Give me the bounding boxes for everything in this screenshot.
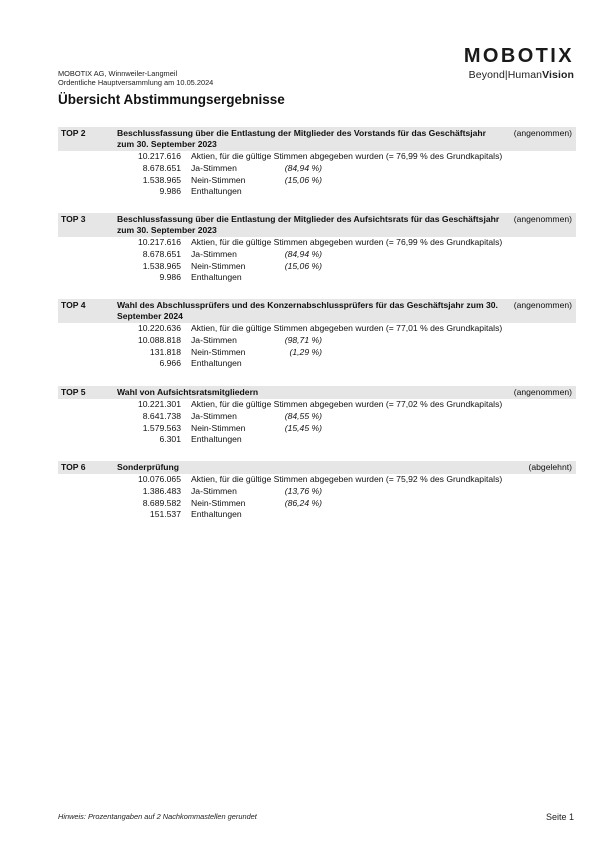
valid-votes-row: [58, 323, 576, 335]
vote-results: [58, 474, 576, 521]
valid-votes-count: 10.217.616: [137, 151, 181, 161]
valid-votes-text: Aktien, für die gültige Stimmen abgegeben wurden (= 75,92 % des Grundkapitals): [191, 474, 503, 484]
logo-tagline: [464, 69, 574, 82]
agenda-item-top-5: [58, 386, 576, 446]
abstain-row: [58, 509, 576, 521]
agenda-item-result: (angenommen): [513, 128, 572, 138]
agenda-item-top-6: [58, 461, 576, 521]
company-name: MOBOTIX AG, Winnweiler-Langmeil: [58, 69, 178, 78]
valid-votes-text: Aktien, für die gültige Stimmen abgegeben wurden (= 77,01 % des Grundkapitals): [191, 323, 503, 333]
logo-tag-vision: Vision: [542, 69, 574, 81]
agenda-item-top-3: [58, 213, 576, 284]
abstain-count: 9.986: [159, 272, 181, 283]
yes-votes-row: [58, 486, 576, 498]
yes-votes-label: Ja-Stimmen: [191, 334, 237, 345]
yes-votes-percent: (84,94 %): [284, 248, 322, 259]
valid-votes-count: 10.221.301: [137, 399, 181, 409]
no-votes-count: 8.689.582: [142, 497, 181, 508]
yes-votes-row: [58, 163, 576, 175]
yes-votes-row: [58, 411, 576, 423]
logo-tag-human: Human: [507, 69, 543, 81]
yes-votes-label: Ja-Stimmen: [191, 410, 237, 421]
no-votes-count: 1.538.965: [142, 260, 181, 271]
agenda-item-number: TOP 6: [61, 462, 86, 472]
agenda-item-header: [58, 299, 576, 323]
agenda-item-header: [58, 127, 576, 151]
vote-results: [58, 151, 576, 198]
abstain-count: 9.986: [159, 186, 181, 197]
page-title: Übersicht Abstimmungsergebnisse: [58, 92, 285, 107]
agenda-item-header: [58, 461, 576, 474]
abstain-row: [58, 272, 576, 284]
valid-votes-row: [58, 399, 576, 411]
company-info: [58, 69, 213, 87]
vote-results: [58, 323, 576, 370]
no-votes-label: Nein-Stimmen: [191, 422, 246, 433]
no-votes-label: Nein-Stimmen: [191, 346, 246, 357]
valid-votes-text: Aktien, für die gültige Stimmen abgegeben wurden (= 76,99 % des Grundkapitals): [191, 151, 503, 161]
valid-votes-count: 10.217.616: [137, 237, 181, 247]
yes-votes-row: [58, 335, 576, 347]
agenda-item-number: TOP 3: [61, 214, 86, 224]
agenda-item-header: [58, 213, 576, 237]
no-votes-label: Nein-Stimmen: [191, 260, 246, 271]
agenda-item-number: TOP 5: [61, 387, 86, 397]
no-votes-percent: (1,29 %): [289, 346, 322, 357]
rounding-footnote: Hinweis: Prozentangaben auf 2 Nachkommastellen gerundet: [58, 812, 257, 821]
yes-votes-percent: (84,55 %): [284, 410, 322, 421]
agenda-item-title: Beschlussfassung über die Entlastung der Mitglieder des Aufsichtsrats für das Geschäftsjahr zum 30. September 2023: [117, 214, 500, 235]
agenda-item-title: Beschlussfassung über die Entlastung der Mitglieder des Vorstands für das Geschäftsjahr zum 30. September 2023: [117, 128, 486, 149]
abstain-count: 151.537: [149, 509, 181, 520]
no-votes-percent: (15,45 %): [284, 422, 322, 433]
yes-votes-count: 8.678.651: [142, 162, 181, 173]
no-votes-row: [58, 175, 576, 187]
yes-votes-row: [58, 249, 576, 261]
yes-votes-label: Ja-Stimmen: [191, 248, 237, 259]
agenda-item-top-4: [58, 299, 576, 370]
agenda-item-result: (angenommen): [513, 214, 572, 224]
agenda-item-number: TOP 2: [61, 128, 86, 138]
abstain-label: Enthaltungen: [191, 434, 242, 445]
vote-results: [58, 237, 576, 284]
yes-votes-label: Ja-Stimmen: [191, 162, 237, 173]
logo-tag-beyond: Beyond: [468, 69, 505, 81]
abstain-label: Enthaltungen: [191, 358, 242, 369]
agenda-item-result: (angenommen): [513, 387, 572, 397]
agenda-item-result: (abgelehnt): [528, 462, 572, 472]
no-votes-row: [58, 347, 576, 359]
no-votes-count: 1.538.965: [142, 174, 181, 185]
abstain-count: 6.966: [159, 358, 181, 369]
agenda-item-title: Sonderprüfung: [117, 462, 180, 472]
logo-wordmark: MOBOTIX: [463, 45, 574, 67]
yes-votes-count: 10.088.818: [137, 334, 181, 345]
yes-votes-percent: (13,76 %): [284, 485, 322, 496]
valid-votes-row: [58, 474, 576, 486]
yes-votes-count: 1.386.483: [142, 485, 181, 496]
abstain-row: [58, 358, 576, 370]
abstain-row: [58, 434, 576, 446]
no-votes-row: [58, 423, 576, 435]
no-votes-percent: (86,24 %): [284, 497, 322, 508]
logo-tag-separator: |: [504, 69, 508, 81]
agenda-item-number: TOP 4: [61, 300, 86, 310]
valid-votes-count: 10.076.065: [137, 474, 181, 484]
no-votes-row: [58, 261, 576, 273]
no-votes-percent: (15,06 %): [284, 260, 322, 271]
agenda-item-title: Wahl des Abschlussprüfers und des Konzernabschlussprüfers für das Geschäftsjahr zum 30. September 2024: [117, 300, 498, 321]
no-votes-label: Nein-Stimmen: [191, 497, 246, 508]
valid-votes-row: [58, 151, 576, 163]
abstain-row: [58, 186, 576, 198]
yes-votes-count: 8.641.738: [142, 410, 181, 421]
no-votes-row: [58, 498, 576, 510]
agenda-item-title: Wahl von Aufsichtsratsmitgliedern: [117, 387, 259, 397]
abstain-label: Enthaltungen: [191, 272, 242, 283]
valid-votes-row: [58, 237, 576, 249]
vote-results: [58, 399, 576, 446]
yes-votes-percent: (84,94 %): [284, 162, 322, 173]
no-votes-percent: (15,06 %): [284, 174, 322, 185]
valid-votes-text: Aktien, für die gültige Stimmen abgegeben wurden (= 77,02 % des Grundkapitals): [191, 399, 503, 409]
abstain-label: Enthaltungen: [191, 186, 242, 197]
company-logo: [464, 46, 574, 82]
no-votes-count: 1.579.563: [142, 422, 181, 433]
page-number: Seite 1: [545, 812, 574, 822]
abstain-count: 6.301: [159, 434, 181, 445]
no-votes-count: 131.818: [149, 346, 181, 357]
yes-votes-label: Ja-Stimmen: [191, 485, 237, 496]
yes-votes-percent: (98,71 %): [284, 334, 322, 345]
no-votes-label: Nein-Stimmen: [191, 174, 246, 185]
valid-votes-text: Aktien, für die gültige Stimmen abgegeben wurden (= 76,99 % des Grundkapitals): [191, 237, 503, 247]
valid-votes-count: 10.220.636: [137, 323, 181, 333]
yes-votes-count: 8.678.651: [142, 248, 181, 259]
agenda-item-top-2: [58, 127, 576, 198]
meeting-date: Ordentliche Hauptversammlung am 10.05.2024: [58, 78, 214, 87]
agenda-item-header: [58, 386, 576, 399]
agenda-item-result: (angenommen): [513, 300, 572, 310]
abstain-label: Enthaltungen: [191, 509, 242, 520]
